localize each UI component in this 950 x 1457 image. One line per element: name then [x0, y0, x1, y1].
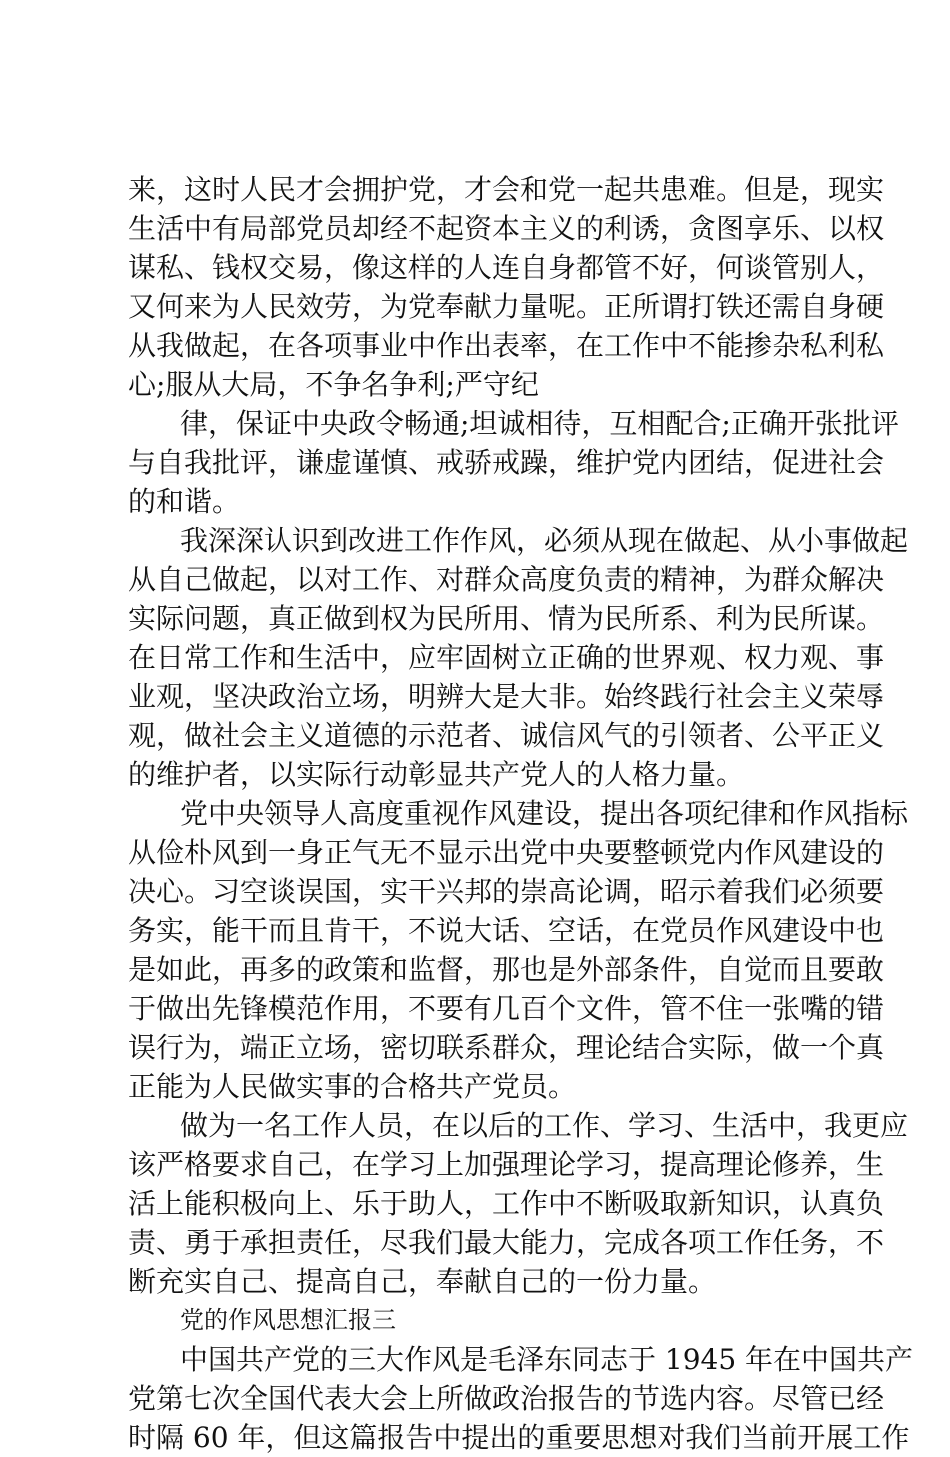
text-line: 观，做社会主义道德的示范者、诚信风气的引领者、公平正义 [128, 719, 885, 752]
text-line: 与自我批评，谦虚谨慎、戒骄戒躁，维护党内团结，促进社会 [128, 446, 885, 479]
document-page [128, 170, 914, 1457]
text-line: 断充实自己、提高自己，奉献自己的一份力量。 [128, 1265, 717, 1298]
text-line: 活上能积极向上、乐于助人，工作中不断吸取新知识，认真负 [128, 1187, 885, 1220]
text-line: 误行为，端正立场，密切联系群众，理论结合实际，做一个真 [128, 1031, 885, 1064]
text-line: 责、勇于承担责任，尽我们最大能力，完成各项工作任务，不 [128, 1226, 885, 1259]
text-line: 从俭朴风到一身正气无不显示出党中央要整顿党内作风建设的 [128, 836, 885, 869]
text-line: 中国共产党的三大作风是毛泽东同志于 1945 年在中国共产 [180, 1343, 914, 1376]
text-line: 业观，坚决政治立场，明辨大是大非。始终践行社会主义荣辱 [128, 680, 885, 713]
text-line: 于做出先锋模范作用，不要有几百个文件，管不住一张嘴的错 [128, 992, 885, 1025]
text-line: 从我做起，在各项事业中作出表率，在工作中不能掺杂私利私 [128, 329, 885, 362]
text-line: 的维护者，以实际行动彰显共产党人的人格力量。 [128, 758, 745, 791]
text-line: 是如此，再多的政策和监督，那也是外部条件，自觉而且要敢 [128, 953, 885, 986]
text-line: 生活中有局部党员却经不起资本主义的利诱，贪图享乐、以权 [128, 212, 885, 245]
text-line: 党中央领导人高度重视作风建设，提出各项纪律和作风指标 [180, 797, 909, 830]
text-line: 的和谐。 [128, 485, 241, 518]
section-heading: 党的作风思想汇报三 [180, 1306, 396, 1334]
text-line: 又何来为人民效劳，为党奉献力量呢。正所谓打铁还需自身硬 [128, 290, 885, 323]
text-line: 正能为人民做实事的合格共产党员。 [128, 1070, 577, 1103]
text-line: 实际问题，真正做到权为民所用、情为民所系、利为民所谋。 [128, 602, 885, 635]
text-line: 务实，能干而且肯干，不说大话、空话，在党员作风建设中也 [128, 914, 885, 947]
text-line: 该严格要求自己，在学习上加强理论学习，提高理论修养，生 [128, 1148, 885, 1181]
text-line: 来，这时人民才会拥护党，才会和党一起共患难。但是，现实 [128, 173, 885, 206]
text-line: 在日常工作和生活中，应牢固树立正确的世界观、权力观、事 [128, 641, 885, 674]
text-line: 做为一名工作人员，在以后的工作、学习、生活中，我更应 [180, 1109, 909, 1142]
text-line: 律，保证中央政令畅通;坦诚相待，互相配合;正确开张批评 [180, 407, 899, 440]
text-line: 心;服从大局，不争名争利;严守纪 [128, 368, 539, 401]
text-line: 谋私、钱权交易，像这样的人连自身都管不好，何谈管别人， [128, 251, 885, 284]
text-line: 决心。习空谈误国，实干兴邦的崇高论调，昭示着我们必须要 [128, 875, 885, 908]
text-line: 时隔 60 年，但这篇报告中提出的重要思想对我们当前开展工作 [128, 1421, 910, 1454]
text-line: 党第七次全国代表大会上所做政治报告的节选内容。尽管已经 [128, 1382, 885, 1415]
text-line: 我深深认识到改进工作作风，必须从现在做起、从小事做起 [180, 524, 909, 557]
text-line: 从自己做起，以对工作、对群众高度负责的精神，为群众解决 [128, 563, 885, 596]
